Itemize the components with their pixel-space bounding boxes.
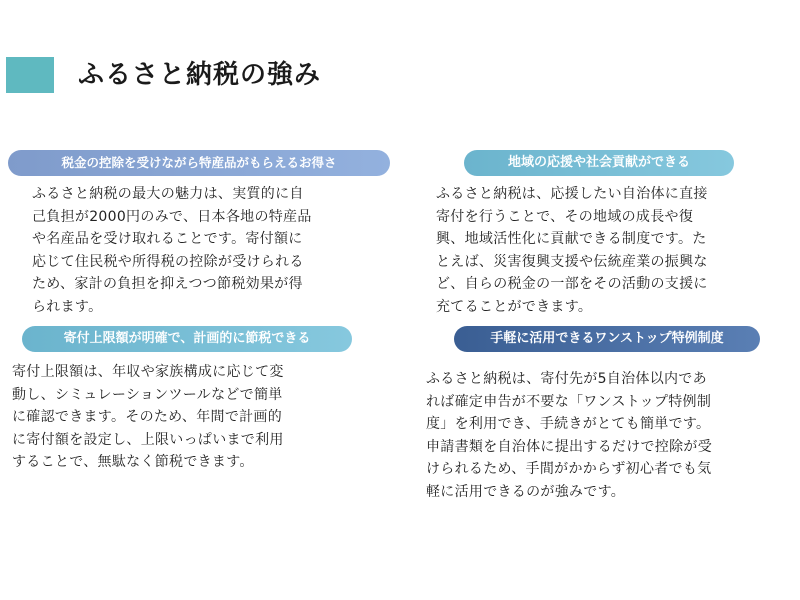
text-line: や名産品を受け取れることです。寄付額に (32, 231, 303, 247)
title-accent-square (6, 57, 54, 93)
badge-one-stop: 手軽に活用できるワンストップ特例制度 (454, 326, 760, 352)
text-line: ど、自らの税金の一部をその活動の支援に (436, 276, 708, 292)
text-line: ふるさと納税は、応援したい自治体に直接 (436, 186, 708, 202)
text-line: 寄付上限額は、年収や家族構成に応じて変 (12, 364, 284, 380)
badge-donation-limit: 寄付上限額が明確で、計画的に節税できる (22, 326, 352, 352)
text-line: れば確定申告が不要な「ワンストップ特例制 (426, 393, 712, 410)
text-line: することで、無駄なく節税できます。 (12, 454, 254, 470)
text-line: ため、家計の負担を抑えつつ節税効果が得 (32, 276, 303, 292)
text-line: られます。 (32, 298, 103, 315)
text-line: 興、地域活性化に貢献できる制度です。た (436, 231, 707, 247)
text-line: けられるため、手間がかからず初心者でも気 (426, 461, 712, 477)
text-line: に寄付額を設定し、上限いっぱいまで利用 (12, 431, 284, 448)
text-tax-deduction (32, 183, 312, 318)
text-line: 軽に活用できるのが強みです。 (426, 483, 626, 500)
text-regional-support (436, 183, 708, 318)
page-title: ふるさと納税の強み (78, 60, 322, 90)
text-line: ふるさと納税は、寄付先が5自治体以内であ (426, 371, 707, 387)
text-one-stop (426, 368, 712, 503)
text-line: 充てることができます。 (436, 298, 593, 315)
text-line: 己負担が2000円のみで、日本各地の特産品 (32, 208, 312, 225)
text-line: 寄付を行うことで、その地域の成長や復 (436, 208, 694, 225)
text-line: 動し、シミュレーションツールなどで簡単 (12, 386, 283, 403)
text-line: に確認できます。そのため、年間で計画的 (12, 409, 283, 425)
text-line: 応じて住民税や所得税の控除が受けられる (32, 253, 304, 270)
text-line: 申請書類を自治体に提出するだけで控除が受 (426, 438, 712, 455)
text-line: とえば、災害復興支援や伝統産業の振興な (436, 253, 708, 270)
text-line: 度」を利用でき、手続きがとても簡単です。 (426, 416, 711, 432)
text-line: ふるさと納税の最大の魅力は、実質的に自 (32, 186, 304, 202)
badge-regional-support: 地域の応援や社会貢献ができる (464, 150, 734, 176)
badge-tax-deduction: 税金の控除を受けながら特産品がもらえるお得さ (8, 150, 390, 176)
text-donation-limit (12, 361, 284, 474)
